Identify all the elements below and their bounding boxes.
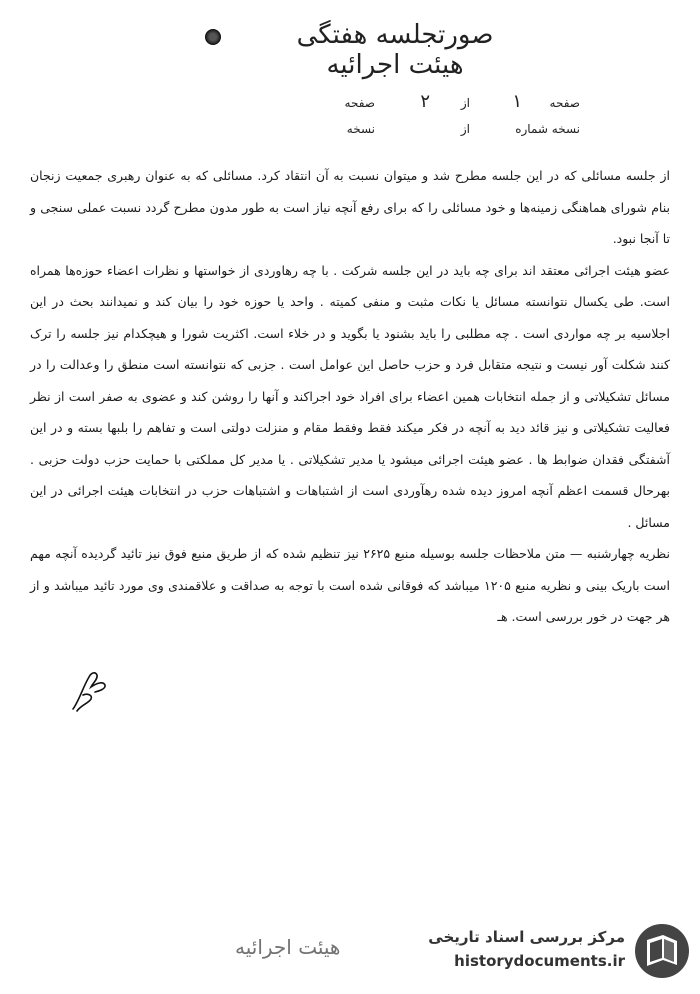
footer-stamp: هیئت اجرائیه: [235, 935, 341, 959]
logo-title: مرکز بررسی اسناد تاریخی: [428, 928, 625, 946]
copy-label: نسخه شماره: [515, 122, 580, 136]
paragraph-1: از جلسه مسائلی که در این جلسه مطرح شد و میتوان نسبت به آن انتقاد کرد. مسائلی که به عنوان رهبری جمعیت زنجان بنام شورای هماهنگی زمینه‌ها و خود مسائلی را که برای رفع آنچه نیاز است به طور مدون مطرح گردد نسبت عملی سنجی و تا آنجا نبود.: [30, 168, 670, 246]
document-title: صورتجلسه هفتگی هیئت اجرائیه: [296, 20, 494, 80]
of-label: از: [460, 96, 470, 110]
handwritten-signature: [65, 665, 115, 715]
copy-label-2: نسخه: [346, 122, 375, 136]
copy-of-label: از: [460, 122, 470, 136]
page-number: ۱: [512, 91, 522, 112]
paragraph-3: نظریه چهارشنبه — متن ملاحظات جلسه بوسیله منبع ۲۶۲۵ نیز تنظیم شده که از طریق منبع فوق نیز تائید گردیده آنچه مهم است باریک بینی و نظریه منبع ۱۲۰۵ میباشد که فوقانی شده است با توجه به صداقت و علاقمندی وی مورد تائید میباشد و از هر جهت در خور بررسی است. هـ: [30, 546, 671, 624]
paragraph-2: عضو هیئت اجرائی معتقد اند برای چه باید در این جلسه شرکت . با چه رهاوردی از خواستها و نظرات اعضاء حوزه‌ها همراه است. طی یکسال نتوانسته مسائل یا نکات مثبت و منفی کمیته . واحد یا حوزه خود را بیان کند و نمیدانند بحث در این اجلاسیه بر چه مواردی است . چه مطلبی را باید بشنود یا بگوید و در خلاء است. اکثریت شورا و هیچکدام نیز جلسه را ترک کنند شکلت آور نیست و نتیجه متقابل فرد و حزب حاصل این عوامل است . جزبی که نتوانسته است منطق را وعدالت را در مسائل تشکیلاتی و از جمله انتخابات همین اعضاء برای افراد خود اجراکند و آنها را روشن کند و عضوی به صفر است از نظر فعالیت تشکیلاتی و نیز قائد دید به آنچه در فکر میکند فقط وفقط مقام و منزلت دولتی است و تفاهم را بلبها بسته و در این آشفتگی فقدان ضوابط ها . عضو هیئت اجرائی میشود یا مدیر تشکیلاتی . یا مدیر کل مملکتی با حمایت حزب دولت حزبی . بهرحال قسمت اعظم آنچه امروز دیده شده رهآوردی است از اشتباهات و اشتباهات حزب در انتخابات هیئت اجرائی در این مسائل .: [30, 262, 670, 530]
copy-number-row: [160, 122, 580, 144]
page-meta: [160, 91, 580, 146]
page-number-row: [160, 91, 580, 118]
document-body: [30, 160, 670, 633]
archive-logo: [418, 918, 693, 984]
logo-url: historydocuments.ir: [454, 952, 625, 970]
page-label: صفحه: [549, 96, 580, 110]
page-label-2: صفحه: [344, 96, 375, 110]
book-logo-icon: [633, 922, 691, 980]
total-pages: ۲: [420, 91, 430, 112]
seal-mark-icon: [205, 29, 221, 45]
